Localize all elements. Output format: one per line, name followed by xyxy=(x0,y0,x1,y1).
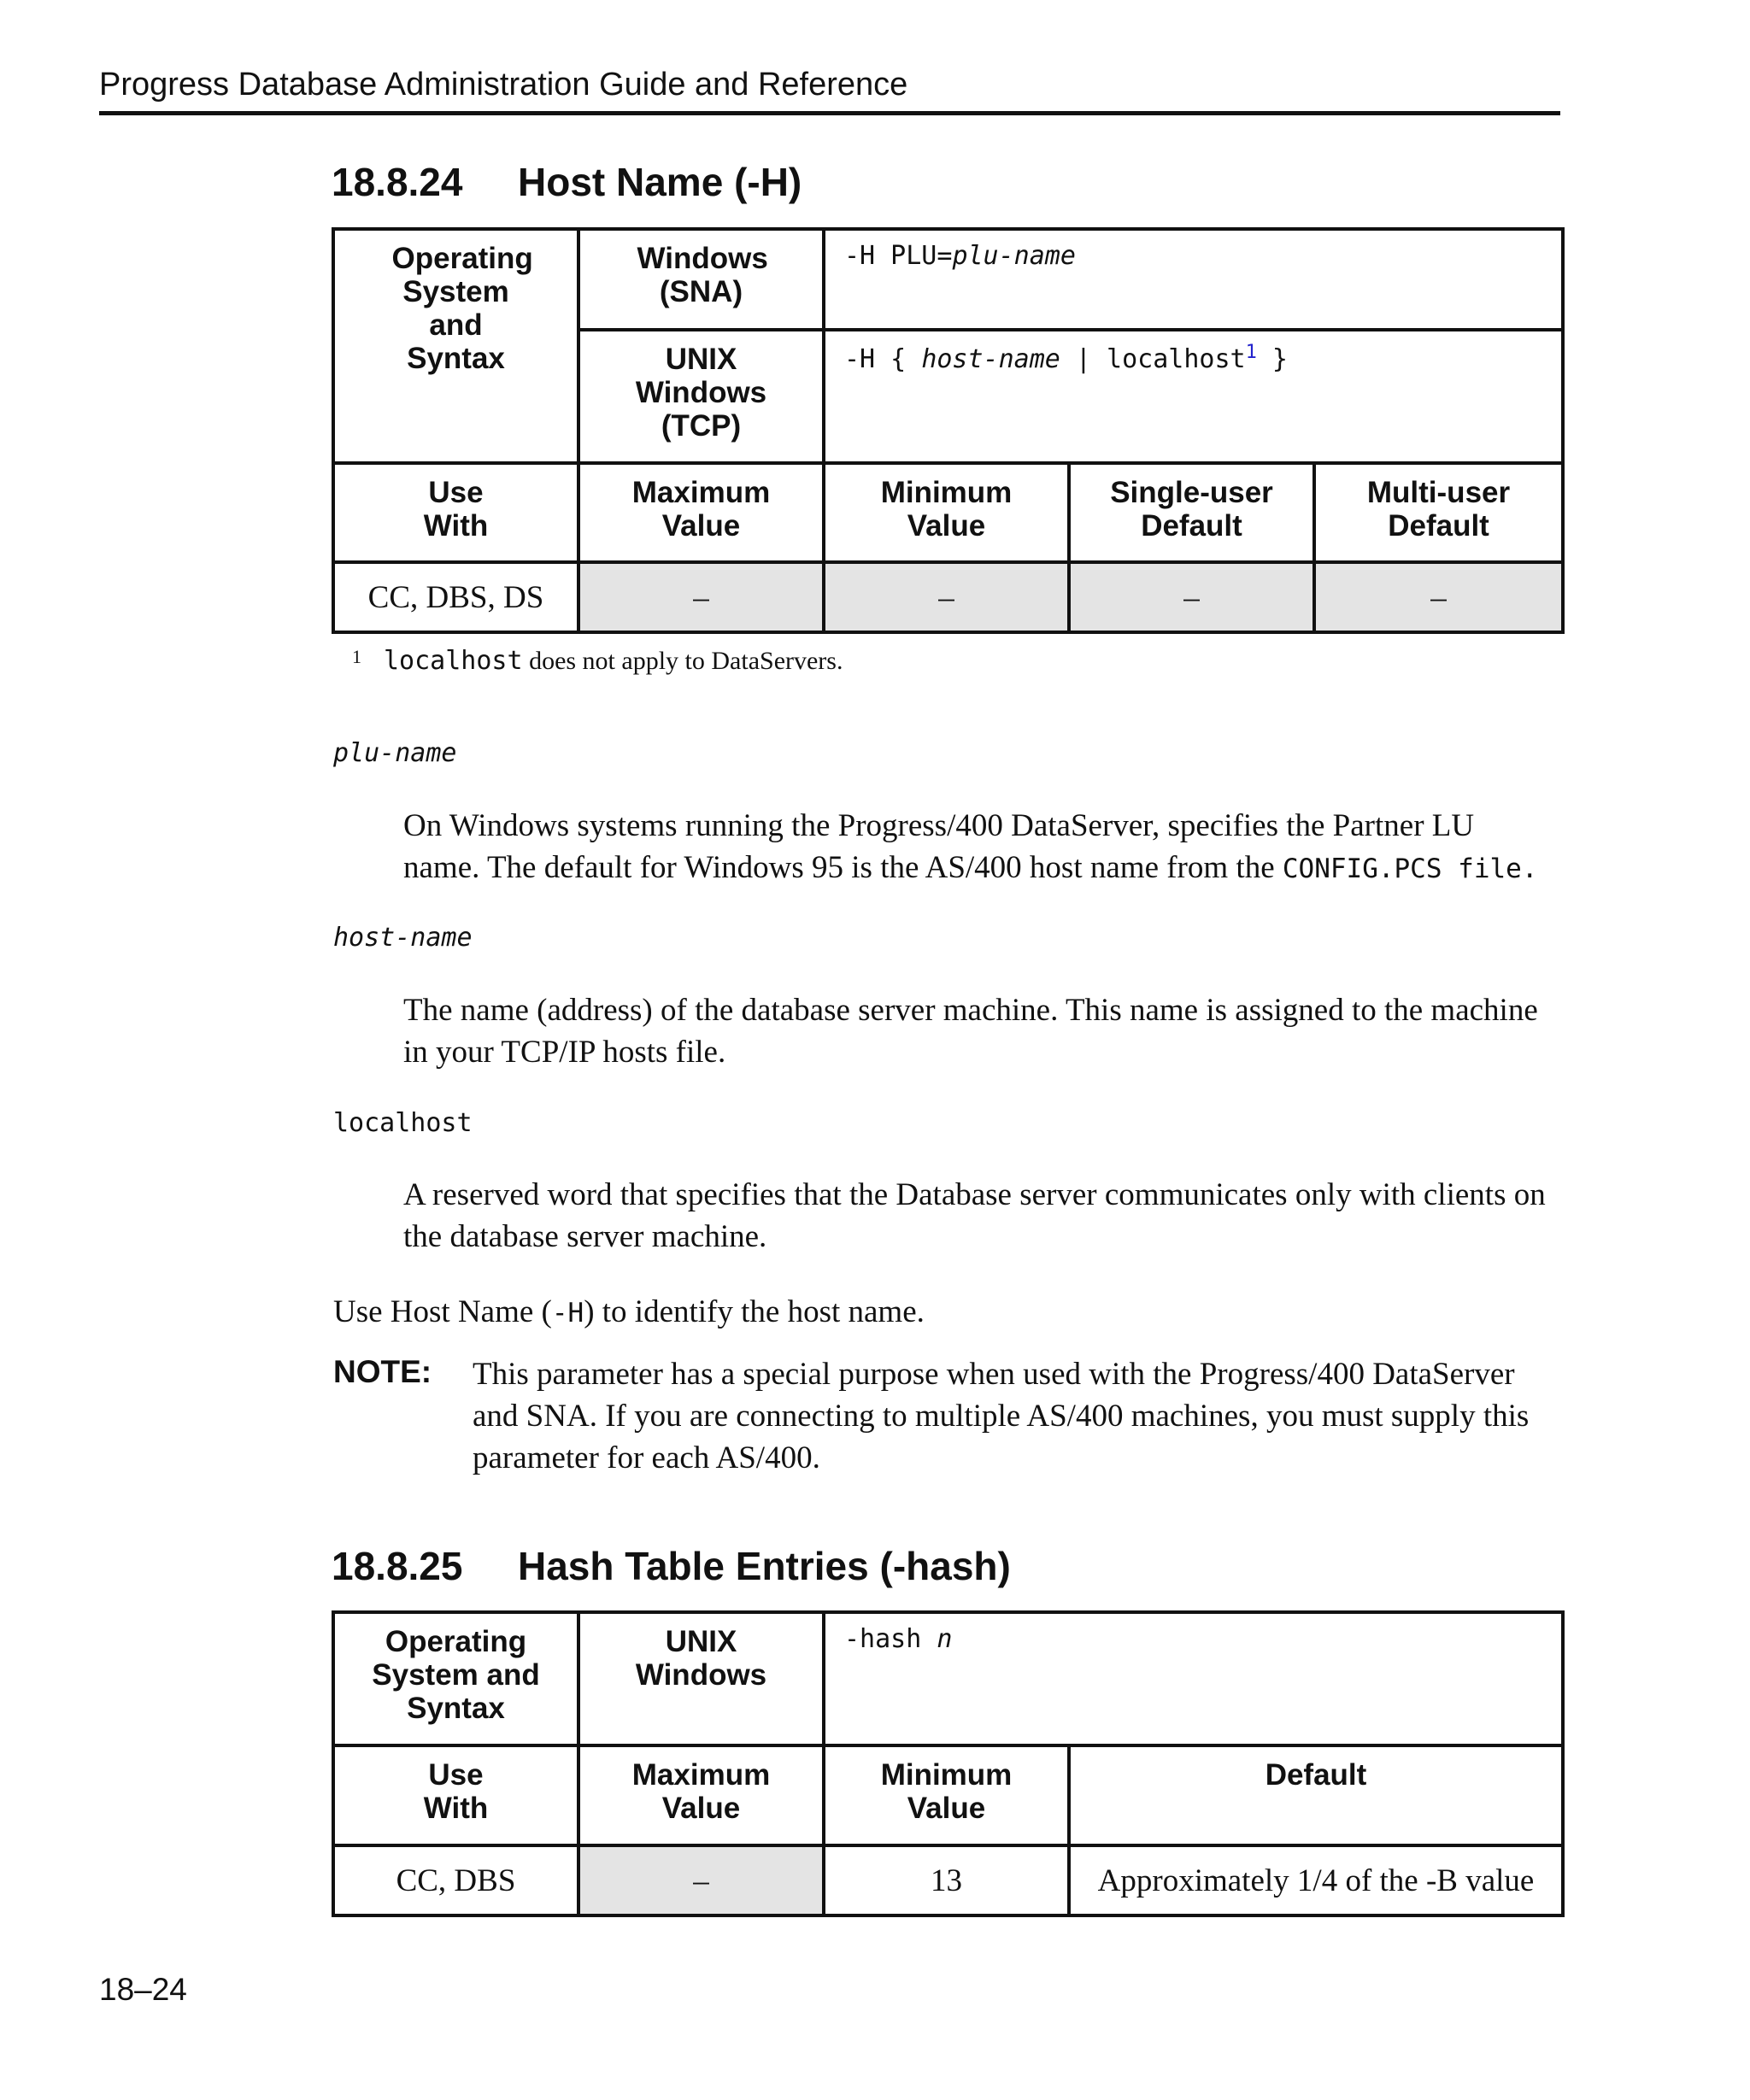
header-default: Default xyxy=(1069,1745,1563,1845)
section-title: Hash Table Entries (-hash) xyxy=(518,1544,1011,1588)
value-maximum: – xyxy=(578,1845,824,1915)
desc-plu-name: On Windows systems running the Progress/400 DataServer, specifies the Partner LU name. The default for Windows 95 is the AS/400 host name from the CONFIG.PCS file. xyxy=(403,808,1538,885)
section-number: 18.8.24 xyxy=(332,160,463,204)
syntax-tcp: -H { host-name | localhost$^1$ } xyxy=(824,330,1563,463)
term-host-name: host-name xyxy=(333,923,473,953)
value-minimum: 13 xyxy=(824,1845,1069,1915)
header-minimum-value: Minimum Value xyxy=(824,1745,1069,1845)
syntax-sna: -H PLU=plu-name xyxy=(824,229,1563,330)
header-maximum-value: Maximum Value xyxy=(578,1745,824,1845)
value-single-user-default: – xyxy=(1069,562,1314,632)
usage-paragraph: Use Host Name (-H) to identify the host name. xyxy=(333,1294,925,1329)
header-rule xyxy=(99,111,1560,115)
footnote-ref: 1 xyxy=(1245,342,1257,363)
os-syntax-header: Operating System and Syntax xyxy=(333,1612,578,1745)
host-name-parameter-table xyxy=(332,227,1565,634)
section-title: Host Name (-H) xyxy=(518,160,802,204)
table-footnote: $^1$ localhost does not apply to DataServers. xyxy=(352,646,843,676)
header-minimum-value: Minimum Value xyxy=(824,463,1069,562)
syntax-hash: -hash n xyxy=(824,1612,1563,1745)
os-unix-windows-tcp: UNIX Windows (TCP) xyxy=(578,330,824,463)
header-use-with: Use With xyxy=(333,463,578,562)
header-single-user-default: Single-user Default xyxy=(1069,463,1314,562)
value-minimum: – xyxy=(824,562,1069,632)
os-syntax-header: Operating System and Syntax xyxy=(333,229,578,463)
note-text: This parameter has a special purpose when used with the Progress/400 DataServer and SNA. If you are connecting to multiple AS/400 machines, you must supply this parameter for each AS/400. xyxy=(473,1357,1530,1475)
os-windows-sna: Windows (SNA) xyxy=(578,229,824,330)
section-number: 18.8.25 xyxy=(332,1544,463,1588)
desc-localhost: A reserved word that specifies that the Database server communicates only with clients on the database server machine. xyxy=(403,1177,1546,1254)
value-multi-user-default: – xyxy=(1314,562,1563,632)
header-multi-user-default: Multi-user Default xyxy=(1314,463,1563,562)
term-plu-name: plu-name xyxy=(333,738,457,768)
value-default: Approximately 1/4 of the -B value xyxy=(1069,1845,1563,1915)
header-maximum-value: Maximum Value xyxy=(578,463,824,562)
section-heading-hash-table xyxy=(332,1543,1011,1589)
desc-host-name: The name (address) of the database server machine. This name is assigned to the machine in your TCP/IP hosts file. xyxy=(403,993,1538,1070)
value-use-with: CC, DBS xyxy=(333,1845,578,1915)
note-label: NOTE: xyxy=(333,1354,432,1389)
header-use-with: Use With xyxy=(333,1745,578,1845)
value-maximum: – xyxy=(578,562,824,632)
term-localhost: localhost xyxy=(333,1108,473,1138)
section-heading-host-name xyxy=(332,159,802,205)
hash-parameter-table xyxy=(332,1610,1565,1917)
value-use-with: CC, DBS, DS xyxy=(333,562,578,632)
page-number: 18–24 xyxy=(99,1972,187,2007)
running-header: Progress Database Administration Guide and Reference xyxy=(99,67,908,103)
os-unix-windows: UNIX Windows xyxy=(578,1612,824,1745)
